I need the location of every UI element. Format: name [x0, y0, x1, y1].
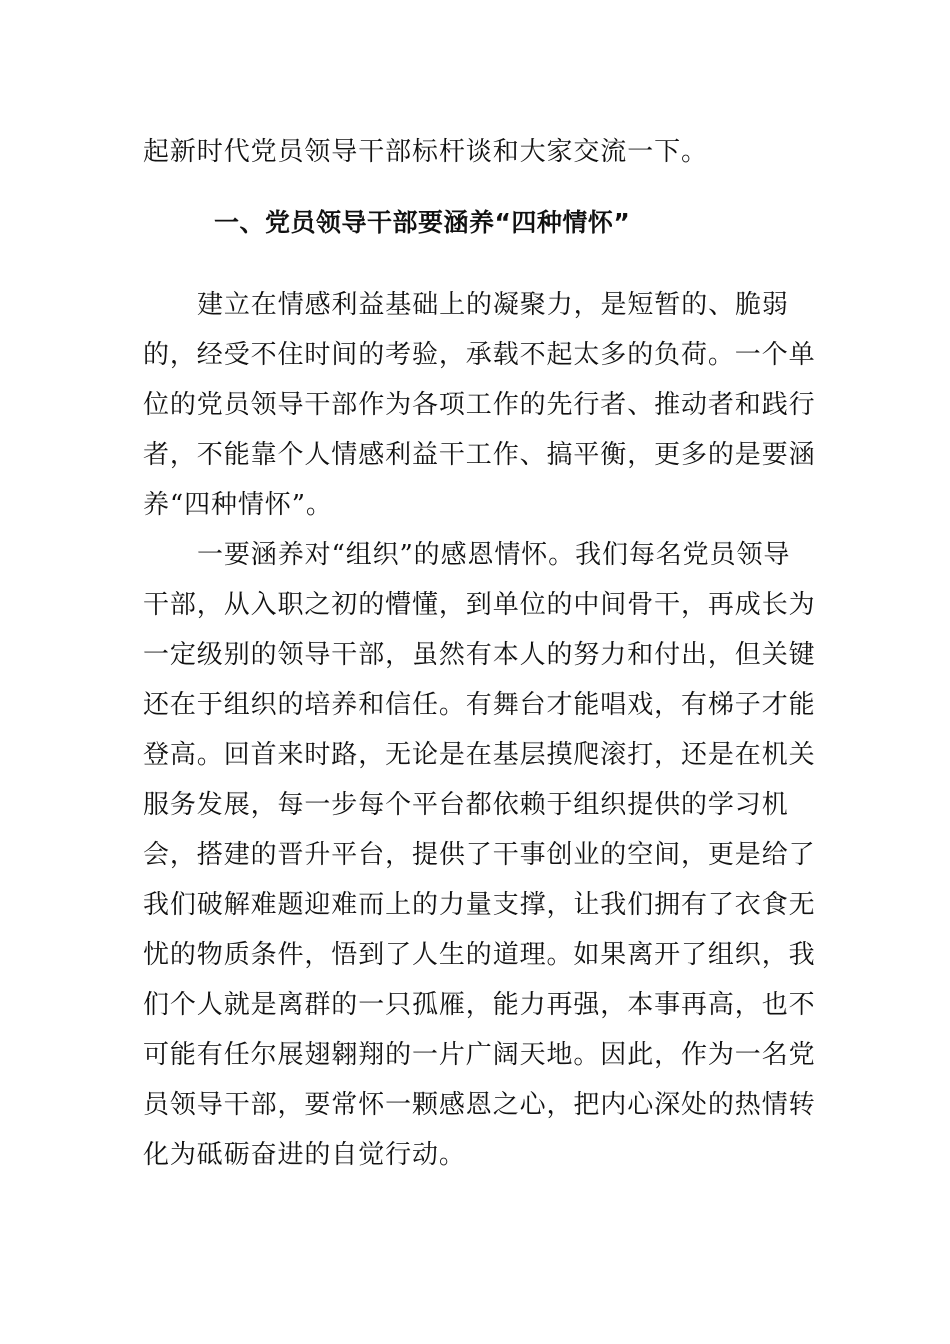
paragraph-line: 的，经受不住时间的考验，承载不起太多的负荷。一个单	[143, 340, 816, 370]
section-heading: 一、党员领导干部要涵养“四种情怀”	[214, 208, 631, 237]
paragraph-line: 化为砥砺奋进的自觉行动。	[143, 1140, 466, 1170]
paragraph-line: 建立在情感利益基础上的凝聚力，是短暂的、脆弱	[197, 290, 789, 320]
paragraph-line: 们个人就是离群的一只孤雁，能力再强，本事再高，也不	[143, 990, 816, 1020]
paragraph-line: 还在于组织的培养和信任。有舞台才能唱戏，有梯子才能	[143, 690, 816, 720]
paragraph-line: 登高。回首来时路，无论是在基层摸爬滚打，还是在机关	[143, 740, 816, 770]
paragraph-line: 我们破解难题迎难而上的力量支撑，让我们拥有了衣食无	[143, 890, 816, 920]
paragraph-line: 一定级别的领导干部，虽然有本人的努力和付出，但关键	[143, 640, 816, 670]
paragraph-line: 位的党员领导干部作为各项工作的先行者、推动者和践行	[143, 390, 816, 420]
paragraph-line: 者，不能靠个人情感利益干工作、搞平衡，更多的是要涵	[143, 440, 816, 470]
paragraph-line: 可能有任尔展翅翱翔的一片广阔天地。因此，作为一名党	[143, 1040, 816, 1070]
paragraph-line: 养“四种情怀”。	[143, 490, 333, 520]
paragraph-line: 忧的物质条件，悟到了人生的道理。如果离开了组织，我	[143, 940, 816, 970]
paragraph-line: 干部，从入职之初的懵懂，到单位的中间骨干，再成长为	[143, 590, 816, 620]
paragraph-line: 服务发展，每一步每个平台都依赖于组织提供的学习机	[143, 790, 789, 820]
paragraph-line: 员领导干部，要常怀一颗感恩之心，把内心深处的热情转	[143, 1090, 816, 1120]
paragraph-line: 会，搭建的晋升平台，提供了干事创业的空间，更是给了	[143, 840, 816, 870]
intro-line: 起新时代党员领导干部标杆谈和大家交流一下。	[143, 137, 708, 167]
paragraph-line: 一要涵养对“组织”的感恩情怀。我们每名党员领导	[197, 540, 791, 570]
